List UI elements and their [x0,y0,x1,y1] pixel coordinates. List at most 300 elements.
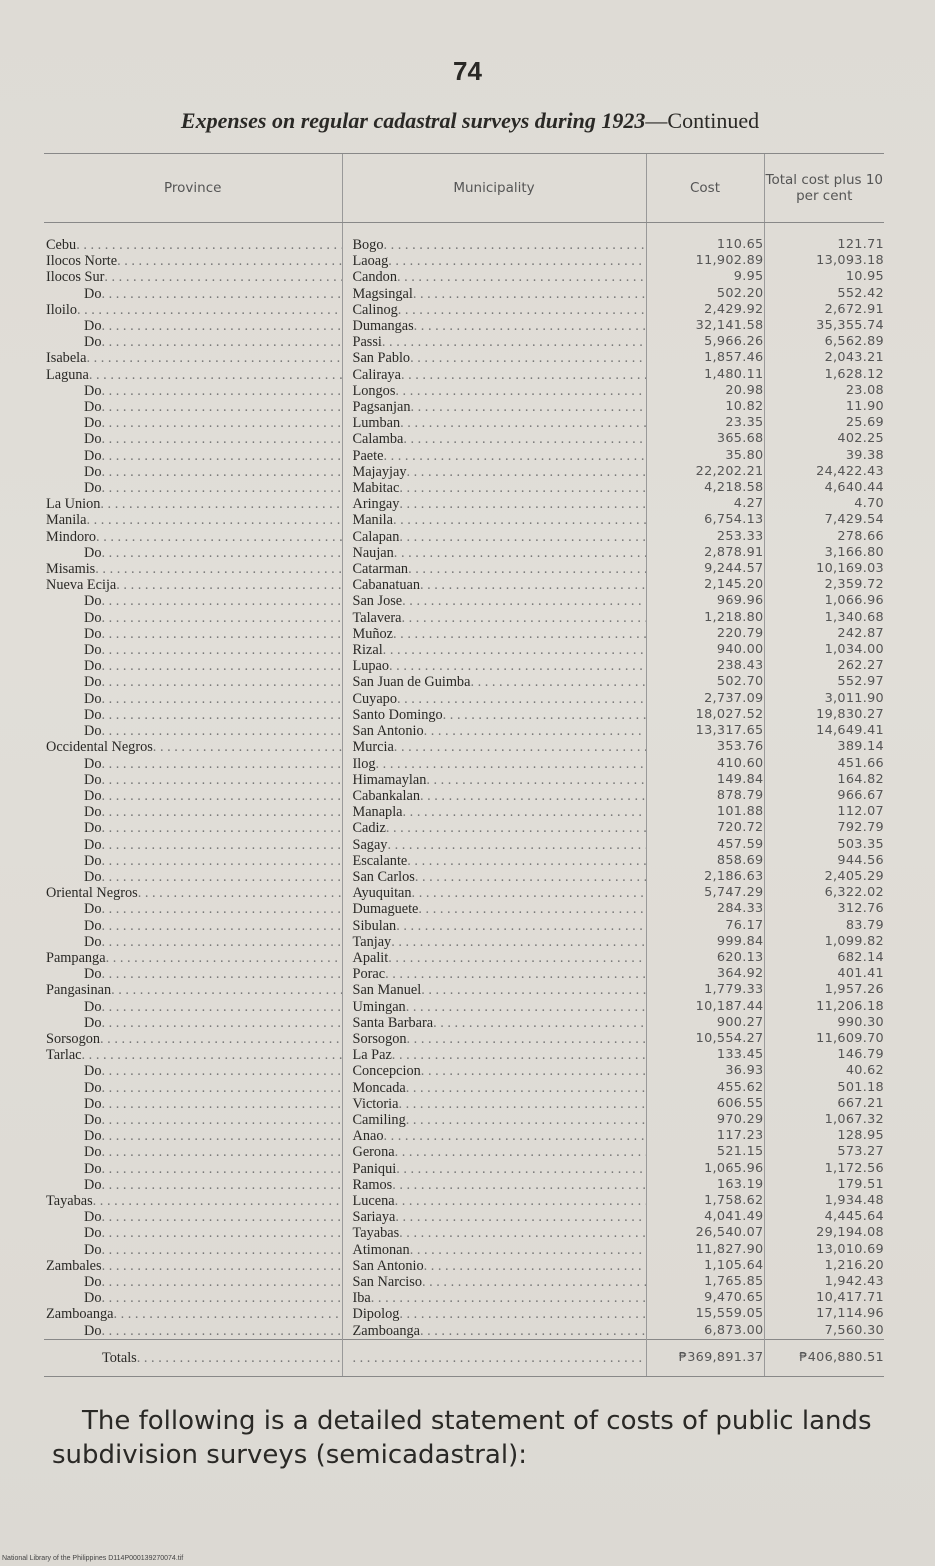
province-name: Do [84,447,102,464]
province-name: Tayabas [46,1192,93,1209]
municipality-cell [342,642,646,658]
cost-cell: 163.19 [646,1177,764,1193]
province-name: Do [84,804,102,821]
cost-cell: 117.23 [646,1128,764,1144]
table-row [44,561,884,577]
province-cell [44,739,342,755]
municipality-name: Atimonan [352,1241,410,1258]
province-name: Isabela [46,350,87,367]
cost-cell: 502.20 [646,286,764,302]
cost-cell: 149.84 [646,772,764,788]
province-name: Do [84,674,102,691]
municipality-name: Candon [352,269,397,286]
table-row [44,869,884,885]
table-title-italic: Expenses on regular cadastral surveys during 1923 [180,108,646,133]
cost-cell: 36.93 [646,1063,764,1079]
total-cell: 3,011.90 [764,691,884,707]
total-cell: 10,417.71 [764,1290,884,1306]
table-row [44,318,884,334]
province-name: Do [84,755,102,772]
municipality-name: Cadiz [352,820,386,837]
province-cell [44,302,342,318]
cost-cell: 2,878.91 [646,545,764,561]
province-name: Do [84,382,102,399]
municipality-cell [342,448,646,464]
cost-cell: 5,747.29 [646,885,764,901]
province-name: Do [84,998,102,1015]
table-row [44,853,884,869]
cost-cell: 2,186.63 [646,869,764,885]
total-cell: 1,034.00 [764,642,884,658]
province-cell [44,788,342,804]
municipality-name: Caliraya [352,366,401,383]
province-cell [44,982,342,998]
total-cell: 7,429.54 [764,512,884,528]
municipality-cell [342,610,646,626]
province-cell [44,658,342,674]
municipality-name: San Manuel [352,982,422,999]
cost-cell: 9,244.57 [646,561,764,577]
table-title [40,108,900,134]
province-cell [44,529,342,545]
municipality-cell [342,415,646,431]
table-row [44,820,884,836]
municipality-cell [342,1144,646,1160]
municipality-cell [342,350,646,366]
cost-cell: 1,765.85 [646,1274,764,1290]
table-row [44,1128,884,1144]
province-cell [44,1242,342,1258]
cost-cell: 720.72 [646,820,764,836]
municipality-cell [342,399,646,415]
table-row [44,383,884,399]
table-row [44,918,884,934]
province-cell [44,869,342,885]
cost-cell: 11,902.89 [646,253,764,269]
total-cell: 3,166.80 [764,545,884,561]
table-row [44,1209,884,1225]
province-name: Do [84,868,102,885]
cost-cell: 606.55 [646,1096,764,1112]
municipality-name: Lupao [352,658,390,675]
totals-total: ₱406,880.51 [764,1339,884,1376]
cost-cell: 11,827.90 [646,1242,764,1258]
total-cell: 11,206.18 [764,999,884,1015]
total-cell: 83.79 [764,918,884,934]
cost-table [44,153,884,1377]
total-cell: 6,322.02 [764,885,884,901]
cost-cell: 253.33 [646,529,764,545]
total-cell: 2,405.29 [764,869,884,885]
table-row [44,399,884,415]
province-name: Tarlac [46,1047,82,1064]
total-cell: 278.66 [764,529,884,545]
table-row [44,885,884,901]
municipality-name: San Carlos [352,868,415,885]
municipality-cell [342,383,646,399]
municipality-name: Pagsanjan [352,399,411,416]
cost-cell: 238.43 [646,658,764,674]
municipality-name: Sorsogon [352,1030,407,1047]
total-cell: 35,355.74 [764,318,884,334]
province-cell [44,1225,342,1241]
province-cell [44,1015,342,1031]
total-cell: 29,194.08 [764,1225,884,1241]
table-row [44,431,884,447]
province-cell [44,512,342,528]
municipality-name: Umingan [352,998,406,1015]
municipality-cell [342,788,646,804]
province-cell [44,593,342,609]
cost-cell: 18,027.52 [646,707,764,723]
total-cell: 1,216.20 [764,1258,884,1274]
municipality-name: Camiling [352,1111,406,1128]
header-municipality: Municipality [342,154,646,223]
total-cell: 451.66 [764,756,884,772]
municipality-cell [342,918,646,934]
province-cell [44,707,342,723]
municipality-cell [342,1112,646,1128]
table-row [44,286,884,302]
municipality-name: Aringay [352,496,400,513]
cost-cell: 23.35 [646,415,764,431]
table-row [44,982,884,998]
municipality-name: Talavera [352,609,402,626]
municipality-name: Dumangas [352,318,414,335]
province-name: Sorsogon [46,1030,101,1047]
total-cell: 11,609.70 [764,1031,884,1047]
municipality-cell [342,950,646,966]
table-row [44,1063,884,1079]
total-cell: 164.82 [764,772,884,788]
municipality-cell [342,1031,646,1047]
cost-cell: 940.00 [646,642,764,658]
footnote-paragraph [52,1404,892,1472]
cost-cell: 13,317.65 [646,723,764,739]
province-name: Do [84,544,102,561]
municipality-cell [342,707,646,723]
province-cell [44,448,342,464]
municipality-name: Ayuquitan [352,885,412,902]
total-cell: 1,934.48 [764,1193,884,1209]
table-row [44,739,884,755]
province-name: Do [84,1063,102,1080]
total-cell: 4,640.44 [764,480,884,496]
total-cell: 667.21 [764,1096,884,1112]
municipality-name: Rizal [352,642,383,659]
total-cell: 966.67 [764,788,884,804]
municipality-cell [342,561,646,577]
municipality-cell [342,464,646,480]
municipality-cell [342,593,646,609]
province-name: Do [84,723,102,740]
province-name: Do [84,1014,102,1031]
page-number: 74 [453,56,482,86]
province-cell [44,1112,342,1128]
table-row [44,480,884,496]
table-row [44,707,884,723]
total-cell: 552.42 [764,286,884,302]
municipality-cell [342,674,646,690]
province-cell [44,837,342,853]
province-cell [44,901,342,917]
province-cell [44,723,342,739]
municipality-cell [342,739,646,755]
total-cell: 25.69 [764,415,884,431]
municipality-cell [342,837,646,853]
province-name: Do [84,415,102,432]
municipality-name: Catarman [352,561,409,578]
municipality-name: Paete [352,447,384,464]
municipality-cell [342,853,646,869]
province-name: Do [84,1176,102,1193]
municipality-name: San Juan de Guimba [352,674,471,691]
table-row [44,1242,884,1258]
cost-cell: 521.15 [646,1144,764,1160]
province-name: Iloilo [46,301,77,318]
municipality-name: Cuyapo [352,690,397,707]
municipality-name: San Antonio [352,1257,424,1274]
table-row [44,464,884,480]
province-cell [44,642,342,658]
municipality-name: Ramos [352,1176,393,1193]
province-cell [44,237,342,253]
province-cell [44,756,342,772]
cost-cell: 6,754.13 [646,512,764,528]
cost-cell: 410.60 [646,756,764,772]
table-row [44,1306,884,1322]
municipality-cell [342,1258,646,1274]
province-cell [44,1306,342,1322]
cost-cell: 101.88 [646,804,764,820]
province-cell [44,561,342,577]
municipality-cell [342,286,646,302]
municipality-name: Sagay [352,836,388,853]
cost-cell: 365.68 [646,431,764,447]
province-name: Nueva Ecija [46,577,117,594]
municipality-name: Gerona [352,1144,395,1161]
municipality-cell [342,723,646,739]
municipality-name: Tanjay [352,933,392,950]
municipality-cell [342,1096,646,1112]
table-row [44,756,884,772]
municipality-name: Concepcion [352,1063,421,1080]
scan-label: National Library of the Philippines D114P000139270074.tif [2,1555,184,1562]
municipality-name: Passi [352,334,382,351]
cost-cell: 6,873.00 [646,1323,764,1340]
table-row [44,1290,884,1306]
municipality-cell [342,691,646,707]
cost-cell: 1,218.80 [646,610,764,626]
municipality-name: Murcia [352,739,394,756]
total-cell: 990.30 [764,1015,884,1031]
province-name: Do [84,1290,102,1307]
cost-cell: 76.17 [646,918,764,934]
province-cell [44,1209,342,1225]
municipality-cell [342,302,646,318]
province-cell [44,350,342,366]
province-name: Do [84,787,102,804]
municipality-name: Calinog [352,301,398,318]
province-name: Ilocos Norte [46,253,118,270]
header-cost: Cost [646,154,764,223]
province-name: Occidental Negros [46,739,153,756]
province-cell [44,480,342,496]
municipality-name: Moncada [352,1079,406,1096]
table-row [44,788,884,804]
province-name: Do [84,852,102,869]
province-cell [44,626,342,642]
cost-cell: 110.65 [646,237,764,253]
municipality-cell [342,1323,646,1340]
province-cell [44,1031,342,1047]
province-name: Do [84,1225,102,1242]
total-cell: 402.25 [764,431,884,447]
municipality-cell [342,237,646,253]
totals-label-cell [44,1339,342,1376]
province-cell [44,1047,342,1063]
municipality-cell [342,1063,646,1079]
municipality-name: Cabankalan [352,787,420,804]
cost-cell: 35.80 [646,448,764,464]
province-cell [44,610,342,626]
table-row [44,804,884,820]
province-cell [44,1161,342,1177]
province-name: Zamboanga [46,1306,114,1323]
municipality-cell [342,529,646,545]
province-name: Do [84,706,102,723]
province-name: Do [84,1128,102,1145]
cost-cell: 353.76 [646,739,764,755]
total-cell: 1,957.26 [764,982,884,998]
province-cell [44,691,342,707]
total-cell: 11.90 [764,399,884,415]
municipality-name: Iba [352,1290,371,1307]
province-cell [44,853,342,869]
province-cell [44,1274,342,1290]
province-cell [44,772,342,788]
table-row [44,237,884,253]
table-row [44,1323,884,1340]
municipality-name: La Paz [352,1047,392,1064]
province-cell [44,431,342,447]
cost-cell: 2,429.92 [646,302,764,318]
total-cell: 121.71 [764,237,884,253]
cost-cell: 858.69 [646,853,764,869]
municipality-cell [342,869,646,885]
municipality-cell [342,804,646,820]
table-row [44,593,884,609]
province-cell [44,1063,342,1079]
province-name: Zambales [46,1257,102,1274]
totals-label: Totals [102,1349,137,1366]
total-cell: 146.79 [764,1047,884,1063]
total-cell: 7,560.30 [764,1323,884,1340]
municipality-cell [342,1177,646,1193]
table-row [44,512,884,528]
municipality-cell [342,334,646,350]
municipality-name: Sibulan [352,917,397,934]
municipality-name: Lucena [352,1192,395,1209]
table-row [44,626,884,642]
municipality-name: Muñoz [352,625,394,642]
municipality-cell [342,367,646,383]
municipality-cell [342,1290,646,1306]
table-row [44,302,884,318]
cost-cell: 1,065.96 [646,1161,764,1177]
province-name: Do [84,285,102,302]
province-cell [44,1128,342,1144]
province-name: Do [84,609,102,626]
province-cell [44,1177,342,1193]
municipality-name: San Pablo [352,350,411,367]
footnote-text: The following is a detailed statement of costs of public lands subdivision surveys (semicadastral): [52,1406,872,1470]
province-name: Mindoro [46,528,97,545]
total-cell: 1,099.82 [764,934,884,950]
municipality-name: Porac [352,966,386,983]
total-cell: 573.27 [764,1144,884,1160]
municipality-cell [342,626,646,642]
table-row [44,1031,884,1047]
province-name: Do [84,463,102,480]
table-row [44,1177,884,1193]
cost-cell: 364.92 [646,966,764,982]
municipality-cell [342,934,646,950]
cost-cell: 970.29 [646,1112,764,1128]
province-cell [44,464,342,480]
table-row [44,415,884,431]
cost-cell: 620.13 [646,950,764,966]
province-name: Do [84,1111,102,1128]
municipality-cell [342,885,646,901]
municipality-cell [342,1225,646,1241]
province-cell [44,415,342,431]
municipality-name: San Jose [352,593,403,610]
table-row [44,966,884,982]
municipality-name: San Narciso [352,1274,422,1290]
municipality-cell [342,820,646,836]
total-cell: 24,422.43 [764,464,884,480]
total-cell: 4.70 [764,496,884,512]
municipality-cell [342,1047,646,1063]
province-name: Do [84,1160,102,1177]
municipality-cell [342,577,646,593]
municipality-cell [342,480,646,496]
municipality-cell [342,253,646,269]
table-row [44,1047,884,1063]
table-row [44,642,884,658]
province-name: Do [84,1241,102,1258]
municipality-name: Laoag [352,253,389,270]
municipality-cell [342,512,646,528]
cost-cell: 900.27 [646,1015,764,1031]
municipality-cell [342,269,646,285]
province-cell [44,885,342,901]
table-row [44,529,884,545]
municipality-name: Himamaylan [352,771,427,788]
cost-cell: 455.62 [646,1080,764,1096]
province-name: Do [84,836,102,853]
totals-leader-cell [342,1339,646,1376]
totals-cost: ₱369,891.37 [646,1339,764,1376]
cost-cell: 220.79 [646,626,764,642]
municipality-cell [342,772,646,788]
table-row [44,1225,884,1241]
table-row [44,901,884,917]
total-cell: 792.79 [764,820,884,836]
province-name: Do [84,966,102,983]
municipality-cell [342,1128,646,1144]
